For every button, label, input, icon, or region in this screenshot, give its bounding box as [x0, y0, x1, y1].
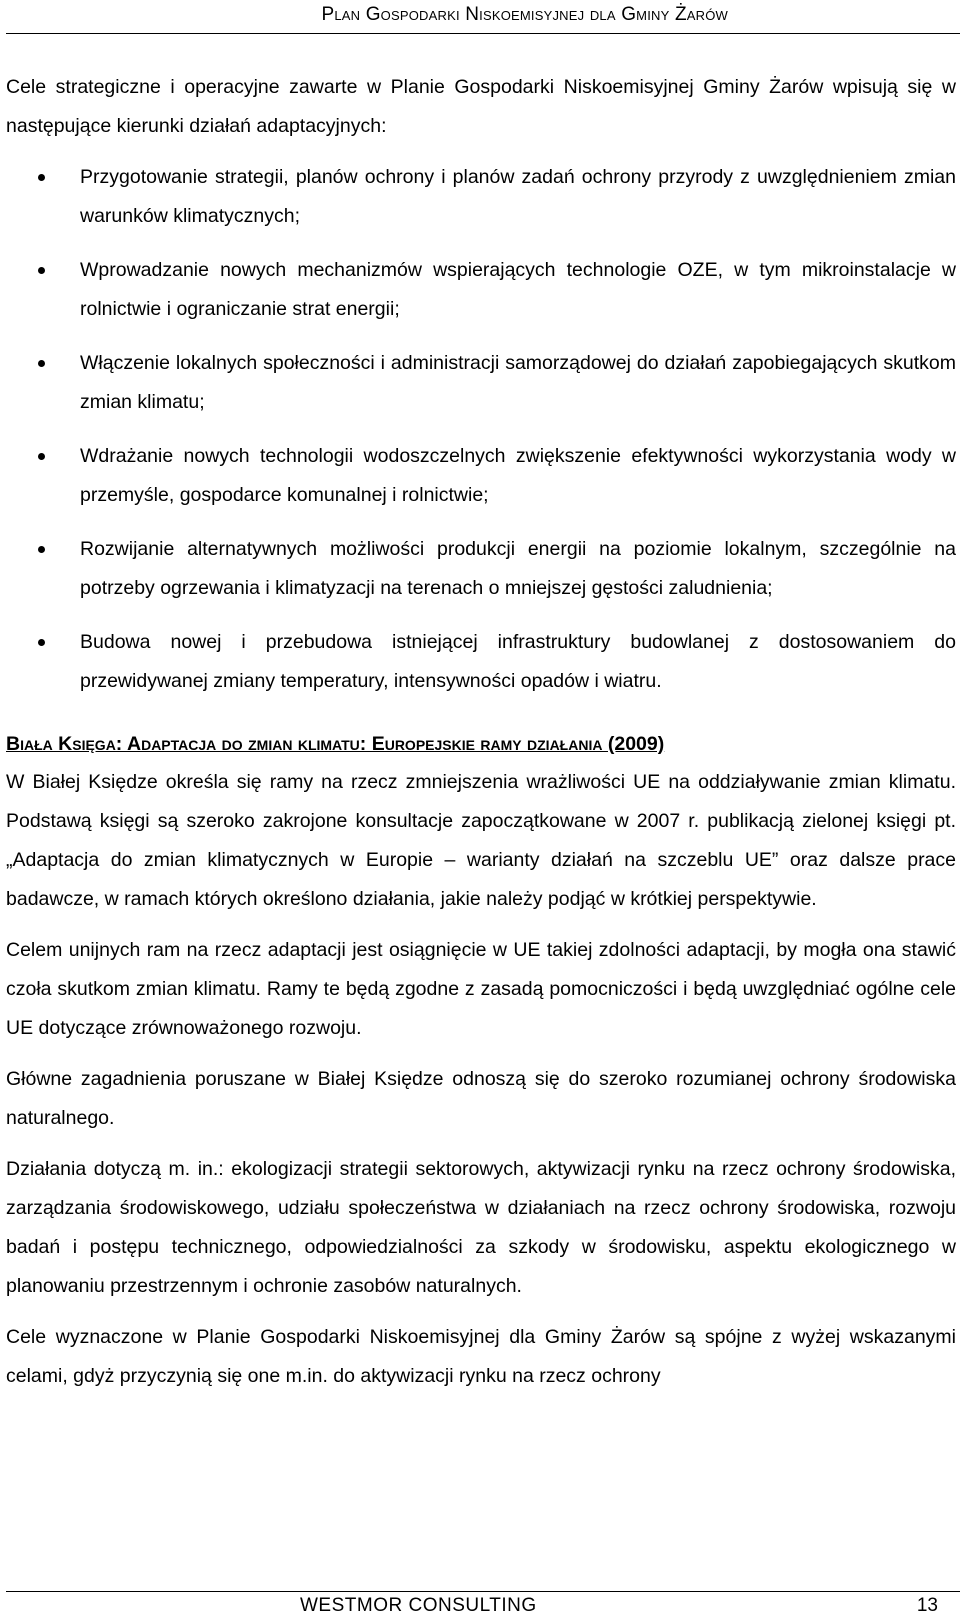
footer-company: WESTMOR CONSULTING: [300, 1595, 537, 1616]
bullet-icon: [38, 639, 45, 646]
list-item: [6, 530, 956, 608]
page-footer: [0, 1591, 960, 1617]
section-heading: Biała Księga: Adaptacja do zmian klimatu: Europejskie ramy działania (2009): [6, 733, 665, 755]
page-number: 13: [916, 1595, 938, 1616]
list-item: [6, 251, 956, 329]
list-item-text: Wprowadzanie nowych mechanizmów wspierających technologie OZE, w tym mikroinstalacje w rolnictwie i ograniczanie strat energii;: [80, 259, 956, 320]
bullet-icon: [38, 267, 45, 274]
bullet-icon: [38, 453, 45, 460]
list-item-text: Wdrażanie nowych technologii wodoszczelnych zwiększenie efektywności wykorzystania wody w przemyśle, gospodarce komunalnej i rolnictwie;: [80, 445, 956, 506]
intro-paragraph: Cele strategiczne i operacyjne zawarte w Planie Gospodarki Niskoemisyjnej Gminy Żarów wpisują się w następujące kierunki działań adaptacyjnych:: [6, 76, 956, 137]
list-item-text: Rozwijanie alternatywnych możliwości produkcji energii na poziomie lokalnym, szczególnie na potrzeby ogrzewania i klimatyzacji na terenach o mniejszej gęstości zaludnienia;: [80, 538, 956, 599]
body-paragraph: Cele wyznaczone w Planie Gospodarki Niskoemisyjnej dla Gminy Żarów są spójne z wyżej wskazanymi celami, gdyż przyczynią się one m.in. do aktywizacji rynku na rzecz ochrony: [6, 1326, 956, 1387]
body-paragraph: W Białej Księdze określa się ramy na rzecz zmniejszenia wrażliwości UE na oddziaływanie zmian klimatu. Podstawą księgi są szeroko zakrojone konsultacje zapoczątkowane w 2007 r. publikacją zielonej księgi pt. „Adaptacja do zmian klimatycznych w Europie – warianty działań na szczeblu UE” oraz dalsze prace badawcze, w ramach których określono działania, jakie należy podjąć w krótkiej perspektywie.: [6, 771, 956, 910]
list-item: [6, 437, 956, 515]
list-item-text: Budowa nowej i przebudowa istniejącej infrastruktury budowlanej z dostosowaniem do przewidywanej zmiany temperatury, intensywności opadów i wiatru.: [80, 631, 956, 692]
header-divider: [6, 33, 960, 34]
body-paragraph: Celem unijnych ram na rzecz adaptacji jest osiągnięcie w UE takiej zdolności adaptacji, by mogła ona stawić czoła skutkom zmian klimatu. Ramy te będą zgodne z zasadą pomocniczości i będą uwzględniać ogólne cele UE dotyczące zrównoważonego rozwoju.: [6, 939, 956, 1039]
footer-divider: [6, 1591, 960, 1592]
body-paragraph: Główne zagadnienia poruszane w Białej Księdze odnoszą się do szeroko rozumianej ochrony środowiska naturalnego.: [6, 1068, 956, 1129]
bullet-icon: [38, 360, 45, 367]
list-item: [6, 158, 956, 236]
bullet-icon: [38, 546, 45, 553]
list-item: [6, 344, 956, 422]
document-title: Plan Gospodarki Niskoemisyjnej dla Gminy Żarów: [321, 4, 728, 25]
body-paragraph: Działania dotyczą m. in.: ekologizacji strategii sektorowych, aktywizacji rynku na rzecz ochrony środowiska, zarządzania środowiskowego, udziału społeczeństwa w działaniach na rzecz ochrony środowiska, rozwoju badań i postępu technicznego, odpowiedzialności za szkody w środowisku, aspektu ekologicznego w planowaniu przestrzennym i ochronie zasobów naturalnych.: [6, 1158, 956, 1297]
bullet-icon: [38, 174, 45, 181]
list-item-text: Włączenie lokalnych społeczności i administracji samorządowej do działań zapobiegających skutkom zmian klimatu;: [80, 352, 956, 413]
document-body: [6, 68, 956, 1408]
list-item: [6, 623, 956, 701]
adaptation-directions-list: [6, 158, 956, 701]
list-item-text: Przygotowanie strategii, planów ochrony i planów zadań ochrony przyrody z uwzględnieniem zmian warunków klimatycznych;: [80, 166, 956, 227]
page-header: [0, 0, 960, 34]
